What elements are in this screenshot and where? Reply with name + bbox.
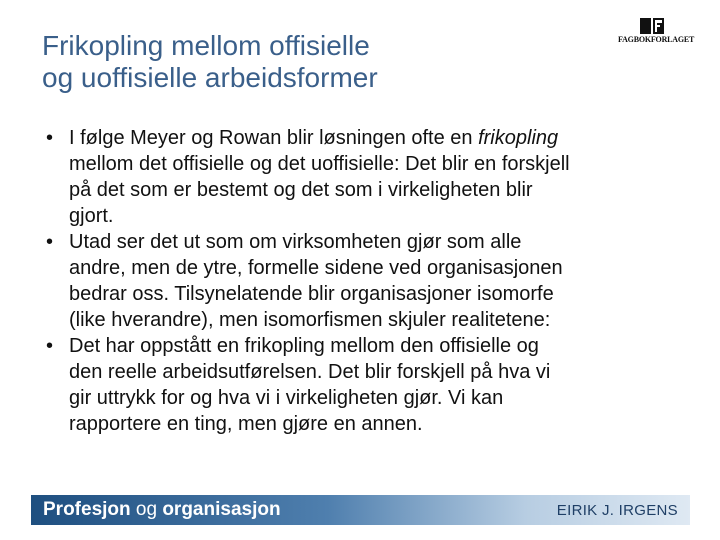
footer-banner	[31, 495, 690, 525]
bullet-item	[46, 229, 696, 333]
slide-title	[42, 30, 582, 94]
bullet-item	[46, 333, 696, 437]
bullet-line: rapportere en ting, men gjøre en annen.	[69, 413, 423, 435]
bullet-list	[46, 125, 696, 437]
bullet-line: • Det har oppstått en frikopling mellom den offisielle og	[69, 335, 539, 357]
publisher-logo	[618, 16, 695, 48]
bullet-line: bedrar oss. Tilsynelatende blir organisasjoner isomorfe	[69, 283, 554, 305]
bullet-line: • I følge Meyer og Rowan blir løsningen ofte en frikopling	[69, 127, 559, 149]
bullet-line: andre, men de ytre, formelle sidene ved organisasjonen	[69, 257, 563, 279]
bullet-line: • Utad ser det ut som om virksomheten gjør som alle	[69, 231, 522, 253]
bullet-line: mellom det offisielle og det uoffisielle: Det blir en forskjell	[69, 153, 570, 175]
book-icon	[640, 16, 664, 34]
course-title: Profesjon og organisasjon	[43, 499, 281, 520]
bullet-line: den reelle arbeidsutførelsen. Det blir forskjell på hva vi	[69, 361, 551, 383]
bullet-line: (like hverandre), men isomorfismen skjuler realitetene:	[69, 309, 551, 331]
title-line-1: Frikopling mellom offisielle	[42, 30, 370, 61]
logo-text: FAGBOKFORLAGET	[618, 35, 695, 44]
bullet-item	[46, 125, 696, 229]
bullet-line: gir uttrykk for og hva vi i virkeligheten gjør. Vi kan	[69, 387, 504, 409]
title-line-2: og uoffisielle arbeidsformer	[42, 62, 378, 93]
bullet-line: på det som er bestemt og det som i virkeligheten blir	[69, 179, 533, 201]
author-name: EIRIK J. IRGENS	[556, 502, 678, 519]
bullet-line: gjort.	[69, 205, 114, 227]
